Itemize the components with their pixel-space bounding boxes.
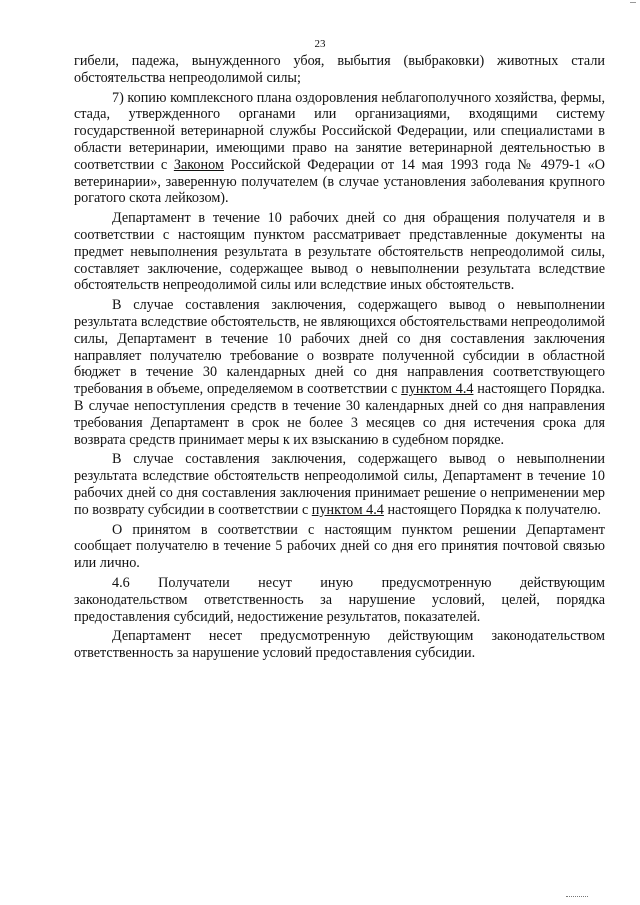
word: действующим — [519, 574, 605, 591]
scan-mark — [630, 2, 636, 3]
item7-text-end: Российской Федерации от 14 мая 1993 года № 4979-1 «О ветеринарии», заверенную получателем (в случае установления заболевания крупного рогатого скота лейкозом). — [74, 156, 605, 207]
scan-mark-bottom — [566, 896, 588, 899]
word: несут — [258, 574, 292, 591]
point-4-4-link-2[interactable]: пунктом 4.4 — [311, 501, 384, 518]
paragraph-refund — [74, 297, 605, 448]
law-link[interactable]: Законом — [173, 156, 224, 173]
page-number: 23 — [314, 38, 326, 50]
paragraph-review: Департамент в течение 10 рабочих дней со дня обращения получателя и в соответствии с настоящим пунктом рассматривает представленные документы на предмет невыполнения результата в результате обстоятельств непреодолимой силы, составляет заключение, содержащее вывод о невыполнении результата вследствие обстоятельств непреодолимой силы или вследствие иных обстоятельств. — [74, 210, 605, 294]
paragraph-continuation: гибели, падежа, вынужденного убоя, выбытия (выбраковки) животных стали обстоятельства непреодолимой силы; — [74, 53, 605, 86]
refund-text-end: настоящего Порядка. В случае непоступления средств в течение 30 календарных дней со дня направления требования Департамент в срок не более 3 месяцев со дня истечения срока для возврата средств принимает меры к их взысканию в судебном порядке. — [74, 381, 605, 448]
section-4-6 — [74, 575, 605, 625]
section-number: 4.6 — [112, 574, 130, 591]
word: предусмотренную — [381, 574, 492, 591]
paragraph-notification: О принятом в соответствии с настоящим пунктом решении Департамент сообщает получателю в течение 5 рабочих дней со дня его принятия почтовой связью или лично. — [74, 521, 605, 572]
item7-text: 7) копию комплексного плана оздоровления неблагополучного хозяйства, фермы, стада, утвержденного органами или организациями, входящими систему государственной ветеринарной службы Российской Федерации, или специалистами в области ветеринарии, имеющими право на занятие ветеринарной деятельностью в соответствии с — [74, 89, 605, 173]
document-body — [74, 53, 605, 665]
point-4-4-link[interactable]: пунктом 4.4 — [401, 381, 474, 398]
paragraph-responsibility: Департамент несет предусмотренную действующим законодательством ответственность за нарушение условий предоставления субсидии. — [74, 628, 605, 662]
section-4-6-rest: законодательством ответственность за нарушение условий, целей, порядка предоставления субсидий, недостижение результатов, показателей. — [74, 591, 605, 625]
no-refund-text: В случае составления заключения, содержащего вывод о невыполнении результата вследствие обстоятельств непреодолимой силы, Департамент в течение 10 рабочих дней со дня составления заключения принимает решение о неприменении мер по возврату субсидии в соответствии с — [74, 451, 605, 518]
refund-text: В случае составления заключения, содержащего вывод о невыполнении результата вследствие обстоятельств, не являющихся обстоятельствами непреодолимой силы, Департамент в течение 10 рабочих дней со дня составления заключения направляет получателю требование о возврате полученной субсидии в областной бюджет в течение 30 календарных дней со дня направления соответствующего требования в объеме, определяемом в соответствии с — [74, 297, 605, 398]
word: Получатели — [158, 574, 230, 591]
paragraph-no-refund — [74, 451, 605, 518]
paragraph-item-7 — [74, 90, 605, 208]
section-4-6-first-line — [74, 575, 605, 592]
word: иную — [320, 574, 354, 591]
no-refund-text-end: настоящего Порядка к получателю. — [383, 501, 601, 518]
